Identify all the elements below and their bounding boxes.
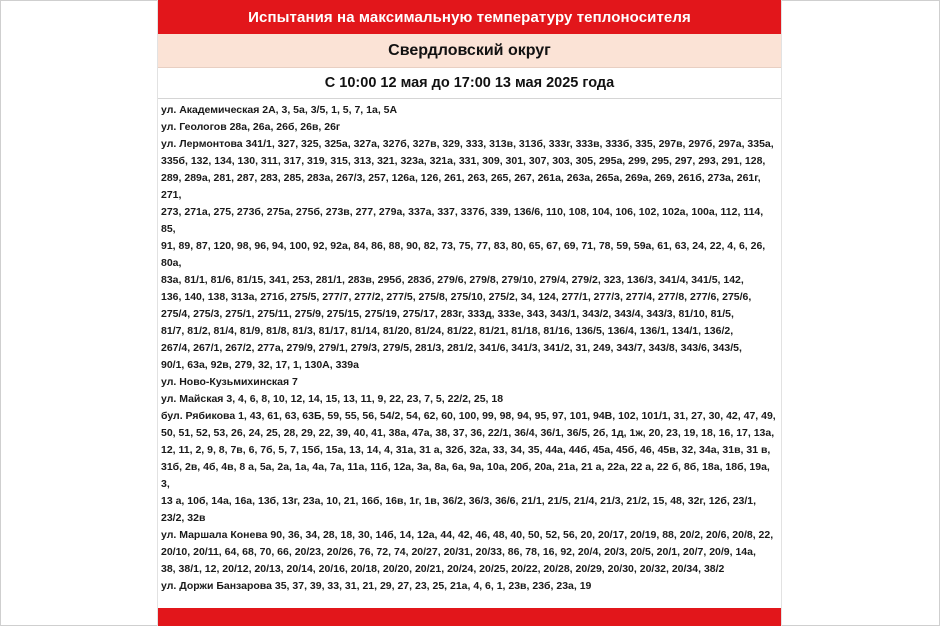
notice-title: Испытания на максимальную температуру теплоносителя	[248, 8, 691, 26]
period-header	[158, 68, 781, 99]
address-line: 275/4, 275/3, 275/1, 275/11, 275/9, 275/15, 275/19, 275/17, 283г, 333д, 333е, 343, 343/1, 343/2, 343/4, 343/3, 81/10, 81/5,	[161, 308, 734, 320]
notice-title-banner	[158, 0, 781, 34]
address-line: ул. Лермонтова 341/1, 327, 325, 325а, 327а, 327б, 327в, 329, 333, 313в, 313б, 333г, 333в, 333б, 335, 297в, 297б, 297а, 335а,	[161, 138, 774, 150]
notice-document	[157, 0, 782, 626]
district-name: Свердловский округ	[388, 41, 551, 59]
address-line: 13 а, 10б, 14а, 16а, 13б, 13г, 23а, 10, 21, 16б, 16в, 1г, 1в, 36/2, 36/3, 36/6, 21/1, 21/5, 21/4, 21/3, 21/2, 15, 48, 32г, 12б, 23/1,	[161, 495, 757, 507]
address-line: 38, 38/1, 12, 20/12, 20/13, 20/14, 20/16, 20/18, 20/20, 20/21, 20/24, 20/25, 20/22, 20/28, 20/29, 20/30, 20/32, 20/34, 38/2	[161, 563, 725, 575]
address-line: 335б, 132, 134, 130, 311, 317, 319, 315, 313, 321, 323а, 321а, 331, 309, 301, 307, 303, 305, 295а, 299, 295, 297, 293, 291, 128,	[161, 155, 766, 167]
district-header	[158, 34, 781, 68]
street-address-list	[158, 99, 781, 595]
address-line: 81/7, 81/2, 81/4, 81/9, 81/8, 81/3, 81/17, 81/14, 81/20, 81/24, 81/22, 81/21, 81/18, 81/16, 136/5, 136/4, 136/1, 134/1, 136/2,	[161, 325, 734, 337]
address-line: ул. Геологов 28а, 26а, 26б, 26в, 26г	[161, 121, 341, 133]
address-line: 267/4, 267/1, 267/2, 277а, 279/9, 279/1, 279/3, 279/5, 281/3, 281/2, 341/6, 341/3, 341/2, 31, 249, 343/7, 343/8, 343/6, 343/5,	[161, 342, 742, 354]
address-line: 31б, 2в, 4б, 4в, 8 а, 5а, 2а, 1а, 4а, 7а, 11а, 11б, 12а, 3а, 8а, 6а, 9а, 10а, 20б, 20а, 21а, 21 а, 22а, 22 а, 22 б, 8б, 18а, 18б, 19а, 3,	[161, 461, 773, 490]
address-line: ул. Академическая 2А, 3, 5а, 3/5, 1, 5, 7, 1а, 5А	[161, 104, 398, 116]
address-line: ул. Доржи Банзарова 35, 37, 39, 33, 31, 21, 29, 27, 23, 25, 21а, 4, 6, 1, 23в, 23б, 23а, 19	[161, 580, 592, 592]
address-line: 91, 89, 87, 120, 98, 96, 94, 100, 92, 92а, 84, 86, 88, 90, 82, 73, 75, 77, 83, 80, 65, 67, 69, 71, 78, 59, 59а, 61, 63, 24, 22, 4, 6, 26, 80а,	[161, 240, 769, 269]
address-line: ул. Маршала Конева 90, 36, 34, 28, 18, 30, 14б, 14, 12а, 44, 42, 46, 48, 40, 50, 52, 56, 20, 20/17, 20/19, 88, 20/2, 20/6, 20/8, 22,	[161, 529, 774, 541]
address-line: бул. Рябикова 1, 43, 61, 63, 63Б, 59, 55, 56, 54/2, 54, 62, 60, 100, 99, 98, 94, 95, 97, 101, 94В, 102, 101/1, 31, 27, 30, 42, 47, 49,	[161, 410, 776, 422]
address-line: 273, 271а, 275, 273б, 275а, 275б, 273в, 277, 279а, 337а, 337, 337б, 339, 136/6, 110, 108, 104, 106, 102, 102а, 100а, 112, 114, 85,	[161, 206, 767, 235]
period-text: С 10:00 12 мая до 17:00 13 мая 2025 года	[324, 75, 615, 91]
address-line: ул. Майская 3, 4, 6, 8, 10, 12, 14, 15, 13, 11, 9, 22, 23, 7, 5, 22/2, 25, 18	[161, 393, 504, 405]
address-line: 20/10, 20/11, 64, 68, 70, 66, 20/23, 20/26, 76, 72, 74, 20/27, 20/31, 20/33, 86, 78, 16, 92, 20/4, 20/3, 20/5, 20/1, 20/7, 20/9, 14а,	[161, 546, 756, 558]
address-line: 90/1, 63а, 92в, 279, 32, 17, 1, 130А, 339а	[161, 359, 359, 371]
address-line: ул. Ново-Кузьмихинская 7	[161, 376, 298, 388]
footer-bar	[158, 608, 781, 626]
address-line: 136, 140, 138, 313а, 271б, 275/5, 277/7, 277/2, 277/5, 275/8, 275/10, 275/2, 34, 124, 277/1, 277/3, 277/4, 277/8, 277/6, 275/6,	[161, 291, 752, 303]
address-line: 12, 11, 2, 9, 8, 7в, 6, 7б, 5, 7, 15б, 15а, 13, 14, 4, 31а, 31 а, 32б, 32а, 33, 34, 35, 44а, 44б, 45а, 45б, 46, 45в, 32, 34а, 31в, 31 в,	[161, 444, 771, 456]
address-line: 83а, 81/1, 81/6, 81/15, 341, 253, 281/1, 283в, 295б, 283б, 279/6, 279/8, 279/10, 279/4, 279/2, 323, 136/3, 341/4, 341/5, 142,	[161, 274, 744, 286]
address-line: 50, 51, 52, 53, 26, 24, 25, 28, 29, 22, 39, 40, 41, 38а, 47а, 38, 37, 36, 22/1, 36/4, 36/1, 36/5, 2б, 1д, 1ж, 20, 23, 19, 18, 16, 17, 13а,	[161, 427, 775, 439]
address-line: 23/2, 32в	[161, 512, 206, 524]
address-line: 289, 289а, 281, 287, 283, 285, 283а, 267/3, 257, 126а, 126, 261, 263, 265, 267, 261а, 263а, 265а, 269а, 269, 261б, 273а, 261г, 271,	[161, 172, 764, 201]
